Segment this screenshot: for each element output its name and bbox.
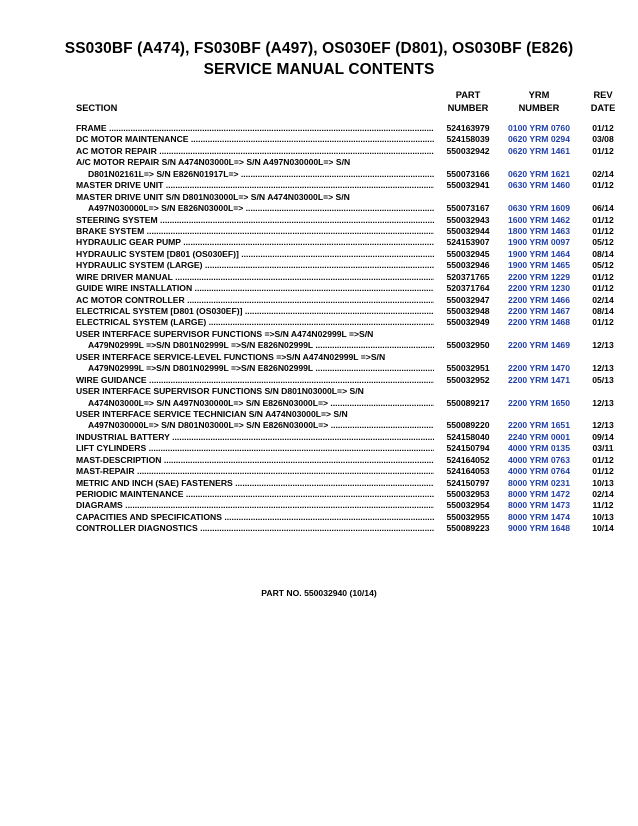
rev-date-cell: 10/14 [592, 523, 614, 534]
section-cell: AC MOTOR CONTROLLER ..... [76, 295, 434, 306]
rev-date-cell: 05/12 [592, 237, 614, 248]
header-yrm-number [504, 89, 574, 115]
contents-table [76, 123, 616, 535]
section-cell: AC MOTOR REPAIR ..... [76, 146, 434, 157]
footer-part-number: PART NO. 550032940 (10/14) [261, 588, 377, 598]
part-number-cell: 524150797 [446, 477, 490, 488]
table-row [76, 226, 616, 237]
section-cell: MASTER DRIVE UNIT ..... [76, 180, 434, 191]
table-row [76, 283, 616, 294]
part-number-cell: 520371765 [446, 271, 490, 282]
table-row [76, 363, 616, 374]
table-row [76, 123, 616, 134]
table-row [76, 192, 616, 203]
yrm-number-cell: 2200 YRM 1230 [508, 283, 570, 294]
rev-date-cell: 02/14 [592, 489, 614, 499]
section-cell: A474N03000L=> S/N A497N030000L=> S/N E826N03000L=> ..... [88, 398, 434, 409]
section-cell: CONTROLLER DIAGNOSTICS ..... [76, 523, 434, 534]
table-row [76, 409, 616, 420]
table-row [76, 478, 616, 489]
rev-date-cell: 10/13 [592, 511, 614, 522]
yrm-number-cell: 8000 YRM 1472 [508, 489, 570, 499]
table-row [76, 512, 616, 523]
header-section-label: SECTION [76, 103, 118, 113]
part-number-cell: 550032946 [446, 260, 490, 271]
yrm-number-cell: 0620 YRM 0294 [508, 134, 570, 145]
section-cell: ELECTRICAL SYSTEM (LARGE) ..... [76, 317, 434, 328]
rev-date-cell: 11/12 [592, 500, 614, 511]
table-row [76, 500, 616, 511]
table-row [76, 203, 616, 214]
rev-date-cell: 05/12 [592, 260, 614, 271]
rev-date-cell: 08/14 [592, 248, 614, 259]
part-number-cell: 550073167 [446, 203, 490, 214]
yrm-number-cell: 8000 YRM 0231 [508, 477, 570, 488]
section-cell: CAPACITIES AND SPECIFICATIONS ..... [76, 512, 434, 523]
yrm-number-cell: 0620 YRM 1461 [508, 145, 570, 156]
header-section [76, 102, 117, 115]
section-cell: A497N030000L=> S/N D801N03000L=> S/N E826N03000L=> ..... [88, 420, 434, 431]
rev-date-cell: 01/12 [592, 317, 614, 328]
table-row [76, 420, 616, 431]
part-number-cell: 550089220 [446, 420, 490, 431]
manual-title-contents: SERVICE MANUAL CONTENTS [203, 61, 435, 78]
yrm-number-cell: 1800 YRM 1463 [508, 225, 570, 236]
part-number-cell: 550089217 [446, 397, 490, 408]
rev-date-cell: 10/13 [592, 477, 614, 488]
table-row [76, 398, 616, 409]
yrm-number-cell: 0630 YRM 1460 [508, 180, 570, 191]
yrm-number-cell: 2200 YRM 1466 [508, 294, 570, 305]
table-row [76, 146, 616, 157]
table-row [76, 249, 616, 260]
part-number-cell: 520371764 [446, 283, 490, 294]
section-cell: METRIC AND INCH (SAE) FASTENERS ..... [76, 478, 434, 489]
rev-date-cell: 12/13 [592, 363, 614, 374]
section-cell: LIFT CYLINDERS ..... [76, 443, 434, 454]
manual-title-models: SS030BF (A474), FS030BF (A497), OS030EF (D801), OS030BF (E826) [64, 40, 574, 57]
section-cell: ELECTRICAL SYSTEM [D801 (OS030EF)] ..... [76, 306, 434, 317]
table-row [76, 215, 616, 226]
rev-date-cell: 08/14 [592, 306, 614, 316]
yrm-number-cell: 2200 YRM 1229 [508, 271, 570, 282]
section-cell: D801N02161L=> S/N E826N01917L=> ..... [88, 169, 434, 180]
header-part-top: PART [455, 90, 481, 100]
section-cell: WIRE DRIVER MANUAL ..... [76, 272, 434, 283]
part-number-cell: 524150794 [446, 443, 490, 454]
part-number-cell: 550032945 [446, 248, 490, 259]
rev-date-cell: 01/12 [592, 271, 614, 282]
table-row [76, 260, 616, 271]
section-cell: PERIODIC MAINTENANCE ..... [76, 489, 434, 500]
yrm-number-cell: 2200 YRM 1468 [508, 317, 570, 328]
part-number-cell: 524153907 [446, 237, 490, 248]
section-cell: GUIDE WIRE INSTALLATION ..... [76, 283, 434, 294]
section-cell: FRAME ..... [76, 123, 434, 134]
yrm-number-cell: 0630 YRM 1609 [508, 203, 570, 214]
rev-date-cell: 01/12 [592, 123, 614, 133]
table-row [76, 432, 616, 443]
yrm-number-cell: 0620 YRM 1621 [508, 168, 570, 179]
part-number-cell: 550089223 [446, 523, 490, 534]
part-number-cell: 550032950 [446, 340, 490, 351]
section-cell: USER INTERFACE SERVICE-LEVEL FUNCTIONS =>S/N A474N02999L =>S/N [76, 351, 386, 362]
yrm-number-cell: 8000 YRM 1474 [508, 511, 570, 522]
table-row [76, 443, 616, 454]
header-rev-bottom: DATE [590, 103, 616, 113]
table-row [76, 352, 616, 363]
rev-date-cell: 05/13 [592, 374, 614, 385]
section-cell: HYDRAULIC SYSTEM (LARGE) ..... [76, 260, 434, 271]
section-cell: MAST-DESCRIPTION ..... [76, 455, 434, 466]
yrm-number-cell: 2200 YRM 1650 [508, 397, 570, 408]
rev-date-cell: 12/13 [592, 340, 614, 351]
section-cell: STEERING SYSTEM ..... [76, 215, 434, 226]
table-row [76, 466, 616, 477]
header-yrm-top: YRM [528, 90, 550, 100]
table-row [76, 340, 616, 351]
part-number-cell: 550073166 [446, 168, 490, 179]
yrm-number-cell: 2200 YRM 1470 [508, 363, 570, 374]
yrm-number-cell: 8000 YRM 1473 [508, 500, 570, 511]
section-cell: HYDRAULIC SYSTEM [D801 (OS030EF)] ..... [76, 249, 434, 260]
yrm-number-cell: 2200 YRM 1469 [508, 340, 570, 351]
section-cell: DIAGRAMS ..... [76, 500, 434, 511]
yrm-number-cell: 4000 YRM 0763 [508, 454, 570, 465]
yrm-number-cell: 2200 YRM 1471 [508, 374, 570, 385]
rev-date-cell: 03/11 [592, 443, 614, 454]
yrm-number-cell: 4000 YRM 0764 [508, 466, 570, 477]
header-rev-top: REV [593, 90, 613, 100]
rev-date-cell: 09/14 [592, 431, 614, 442]
table-row [76, 180, 616, 191]
section-cell: DC MOTOR MAINTENANCE ..... [76, 134, 434, 145]
part-number-cell: 524158039 [446, 134, 490, 145]
yrm-number-cell: 2240 YRM 0001 [508, 431, 570, 442]
table-row [76, 237, 616, 248]
part-number-cell: 550032955 [446, 511, 490, 522]
table-row [76, 523, 616, 534]
yrm-number-cell: 9000 YRM 1648 [508, 523, 570, 534]
header-yrm-bottom: NUMBER [518, 103, 560, 113]
part-number-cell: 550032942 [446, 145, 490, 156]
part-number-cell: 550032948 [446, 306, 490, 316]
section-cell: USER INTERFACE SERVICE TECHNICIAN S/N A474N03000L=> S/N [76, 408, 348, 419]
table-row [76, 375, 616, 386]
part-number-cell: 524158040 [446, 431, 490, 442]
section-cell: A/C MOTOR REPAIR S/N A474N03000L=> S/N A497N030000L=> S/N [76, 157, 351, 168]
rev-date-cell: 01/12 [592, 180, 614, 191]
section-cell: MAST-REPAIR ..... [76, 466, 434, 477]
section-cell: BRAKE SYSTEM ..... [76, 226, 434, 237]
yrm-number-cell: 4000 YRM 0135 [508, 443, 570, 454]
table-row [76, 157, 616, 168]
rev-date-cell: 01/12 [592, 214, 614, 225]
table-row [76, 134, 616, 145]
part-number-cell: 550032943 [446, 214, 490, 225]
rev-date-cell: 01/12 [592, 454, 614, 465]
section-cell: HYDRAULIC GEAR PUMP ..... [76, 237, 434, 248]
part-number-cell: 550032954 [446, 500, 490, 511]
rev-date-cell: 01/12 [592, 466, 614, 477]
yrm-number-cell: 0100 YRM 0760 [508, 123, 570, 133]
table-row [76, 317, 616, 328]
rev-date-cell: 12/13 [592, 397, 614, 408]
part-number-cell: 550032949 [446, 317, 490, 328]
part-number-cell: 524164053 [446, 466, 490, 477]
part-number-cell: 550032944 [446, 225, 490, 236]
yrm-number-cell: 2200 YRM 1651 [508, 420, 570, 431]
table-row [76, 272, 616, 283]
rev-date-cell: 01/12 [592, 283, 614, 294]
rev-date-cell: 01/12 [592, 145, 614, 156]
yrm-number-cell: 2200 YRM 1467 [508, 306, 570, 316]
yrm-number-cell: 1900 YRM 1465 [508, 260, 570, 271]
section-cell: USER INTERFACE SUPERVISOR FUNCTIONS =>S/N A474N02999L =>S/N [76, 328, 374, 339]
header-part-number [442, 89, 494, 115]
part-number-cell: 524163979 [446, 123, 490, 133]
table-row [76, 386, 616, 397]
yrm-number-cell: 1900 YRM 1464 [508, 248, 570, 259]
section-cell: MASTER DRIVE UNIT S/N D801N03000L=> S/N A474N03000L=> S/N [76, 191, 350, 202]
part-number-cell: 550032952 [446, 374, 490, 385]
part-number-cell: 550032941 [446, 180, 490, 191]
section-cell: INDUSTRIAL BATTERY ..... [76, 432, 434, 443]
table-row [76, 306, 616, 317]
yrm-number-cell: 1900 YRM 0097 [508, 237, 570, 248]
header-part-bottom: NUMBER [447, 103, 489, 113]
section-cell: WIRE GUIDANCE ..... [76, 375, 434, 386]
table-row [76, 169, 616, 180]
rev-date-cell: 12/13 [592, 420, 614, 431]
part-number-cell: 524164052 [446, 454, 490, 465]
yrm-number-cell: 1600 YRM 1462 [508, 214, 570, 225]
table-row [76, 329, 616, 340]
table-row [76, 455, 616, 466]
part-number-cell: 550032953 [446, 489, 490, 499]
section-cell: A497N030000L=> S/N E826N03000L=> ..... [88, 203, 434, 214]
table-row [76, 295, 616, 306]
rev-date-cell: 03/08 [592, 134, 614, 145]
section-cell: A479N02999L =>S/N D801N02999L =>S/N E826N02999L ..... [88, 340, 434, 351]
section-cell: USER INTERFACE SUPERVISOR FUNCTIONS S/N D801N03000L=> S/N [76, 386, 364, 397]
table-row [76, 489, 616, 500]
part-number-cell: 550032951 [446, 363, 490, 374]
rev-date-cell: 02/14 [592, 294, 614, 305]
section-cell: A479N02999L =>S/N D801N02999L =>S/N E826N02999L ..... [88, 363, 434, 374]
rev-date-cell: 02/14 [592, 168, 614, 179]
header-rev-date [585, 89, 621, 115]
rev-date-cell: 06/14 [592, 203, 614, 214]
rev-date-cell: 01/12 [592, 225, 614, 236]
part-number-cell: 550032947 [446, 294, 490, 305]
